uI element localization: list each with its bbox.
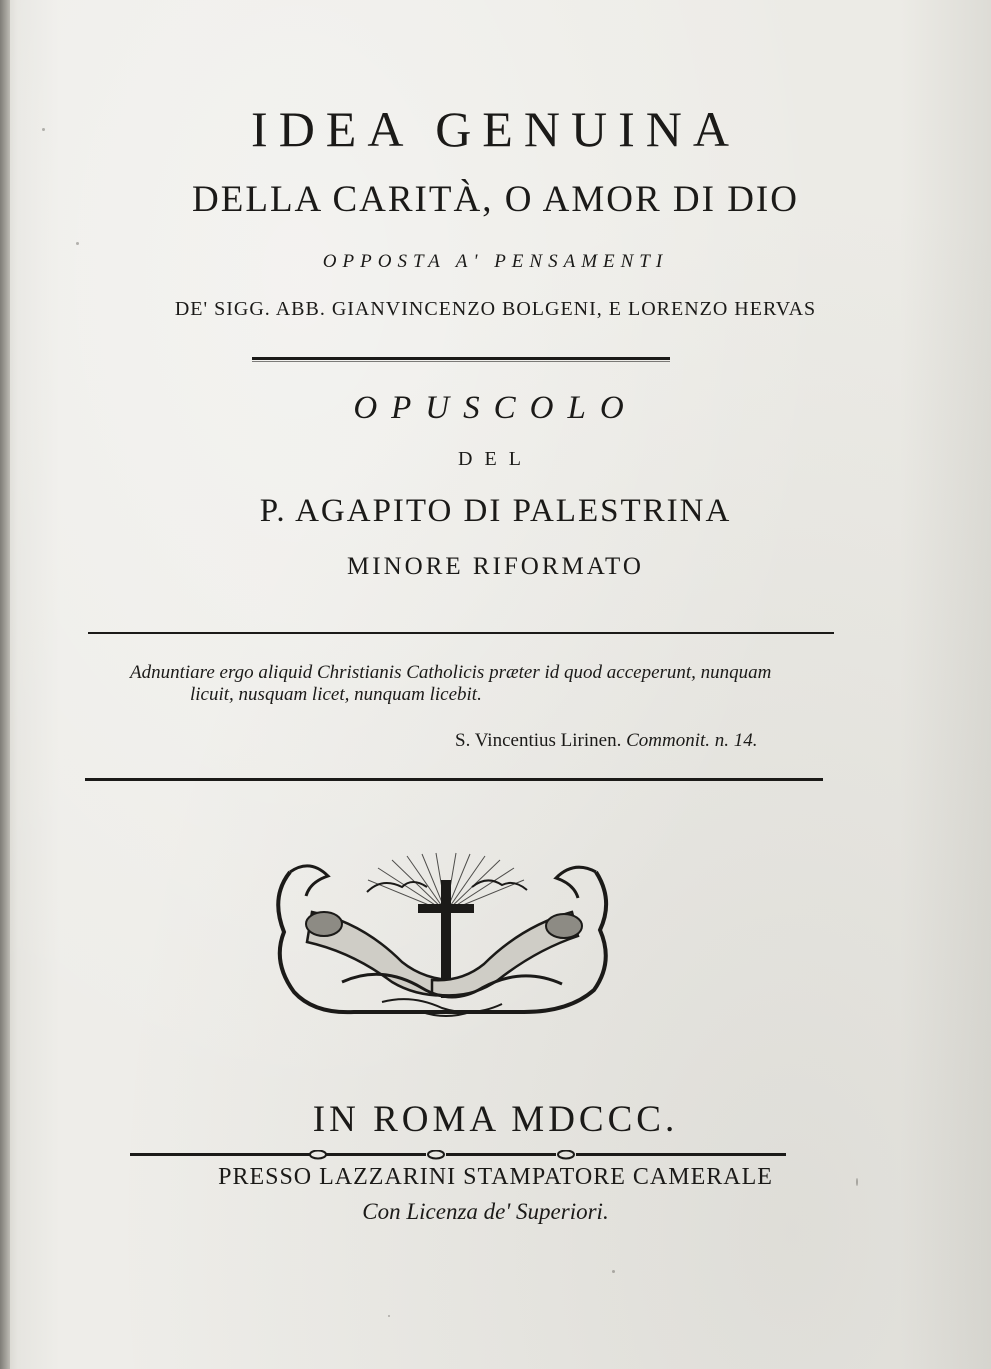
subtitle: DELLA CARITÀ, O AMOR DI DIO (192, 179, 799, 220)
paper-speck (42, 128, 45, 131)
del-label: DEL (458, 448, 533, 470)
imprint-ornamental-rule (130, 1150, 786, 1160)
paper-speck (856, 1178, 858, 1186)
author-name: P. AGAPITO DI PALESTRINA (259, 493, 732, 529)
main-title: IDEA GENUINA (251, 101, 740, 157)
opposta-line: OPPOSTA A' PENSAMENTI (322, 251, 669, 272)
cross-handshake-emblem-icon (272, 852, 620, 1024)
source-author: S. Vincentius Lirinen. (455, 730, 622, 751)
motto-source (455, 730, 758, 752)
latin-motto (130, 662, 850, 706)
bottom-motto-rule (85, 778, 823, 781)
author-order: MINORE RIFORMATO (347, 553, 644, 580)
ornamental-rule (252, 357, 670, 360)
paper-speck (388, 1315, 390, 1317)
imprint-place: IN ROMA MDCCC. (312, 1099, 679, 1140)
motto-line-1: Adnuntiare ergo aliquid Christianis Catholicis præter id quod acceperunt, nunquam (130, 662, 772, 683)
dedication-line: DE' SIGG. ABB. GIANVINCENZO BOLGENI, E LORENZO HERVAS (174, 298, 817, 320)
printer-line: PRESSO LAZZARINI STAMPATORE CAMERALE (218, 1164, 773, 1190)
licence-line: Con Licenza de' Superiori. (362, 1199, 609, 1224)
opuscolo-label: OPUSCOLO (353, 390, 638, 426)
source-work: Commonit. n. 14. (626, 730, 758, 751)
top-motto-rule (88, 632, 834, 634)
paper-speck (76, 242, 79, 245)
paper-speck (612, 1270, 615, 1273)
motto-line-2: licuit, nusquam licet, nunquam licebit. (190, 684, 482, 705)
